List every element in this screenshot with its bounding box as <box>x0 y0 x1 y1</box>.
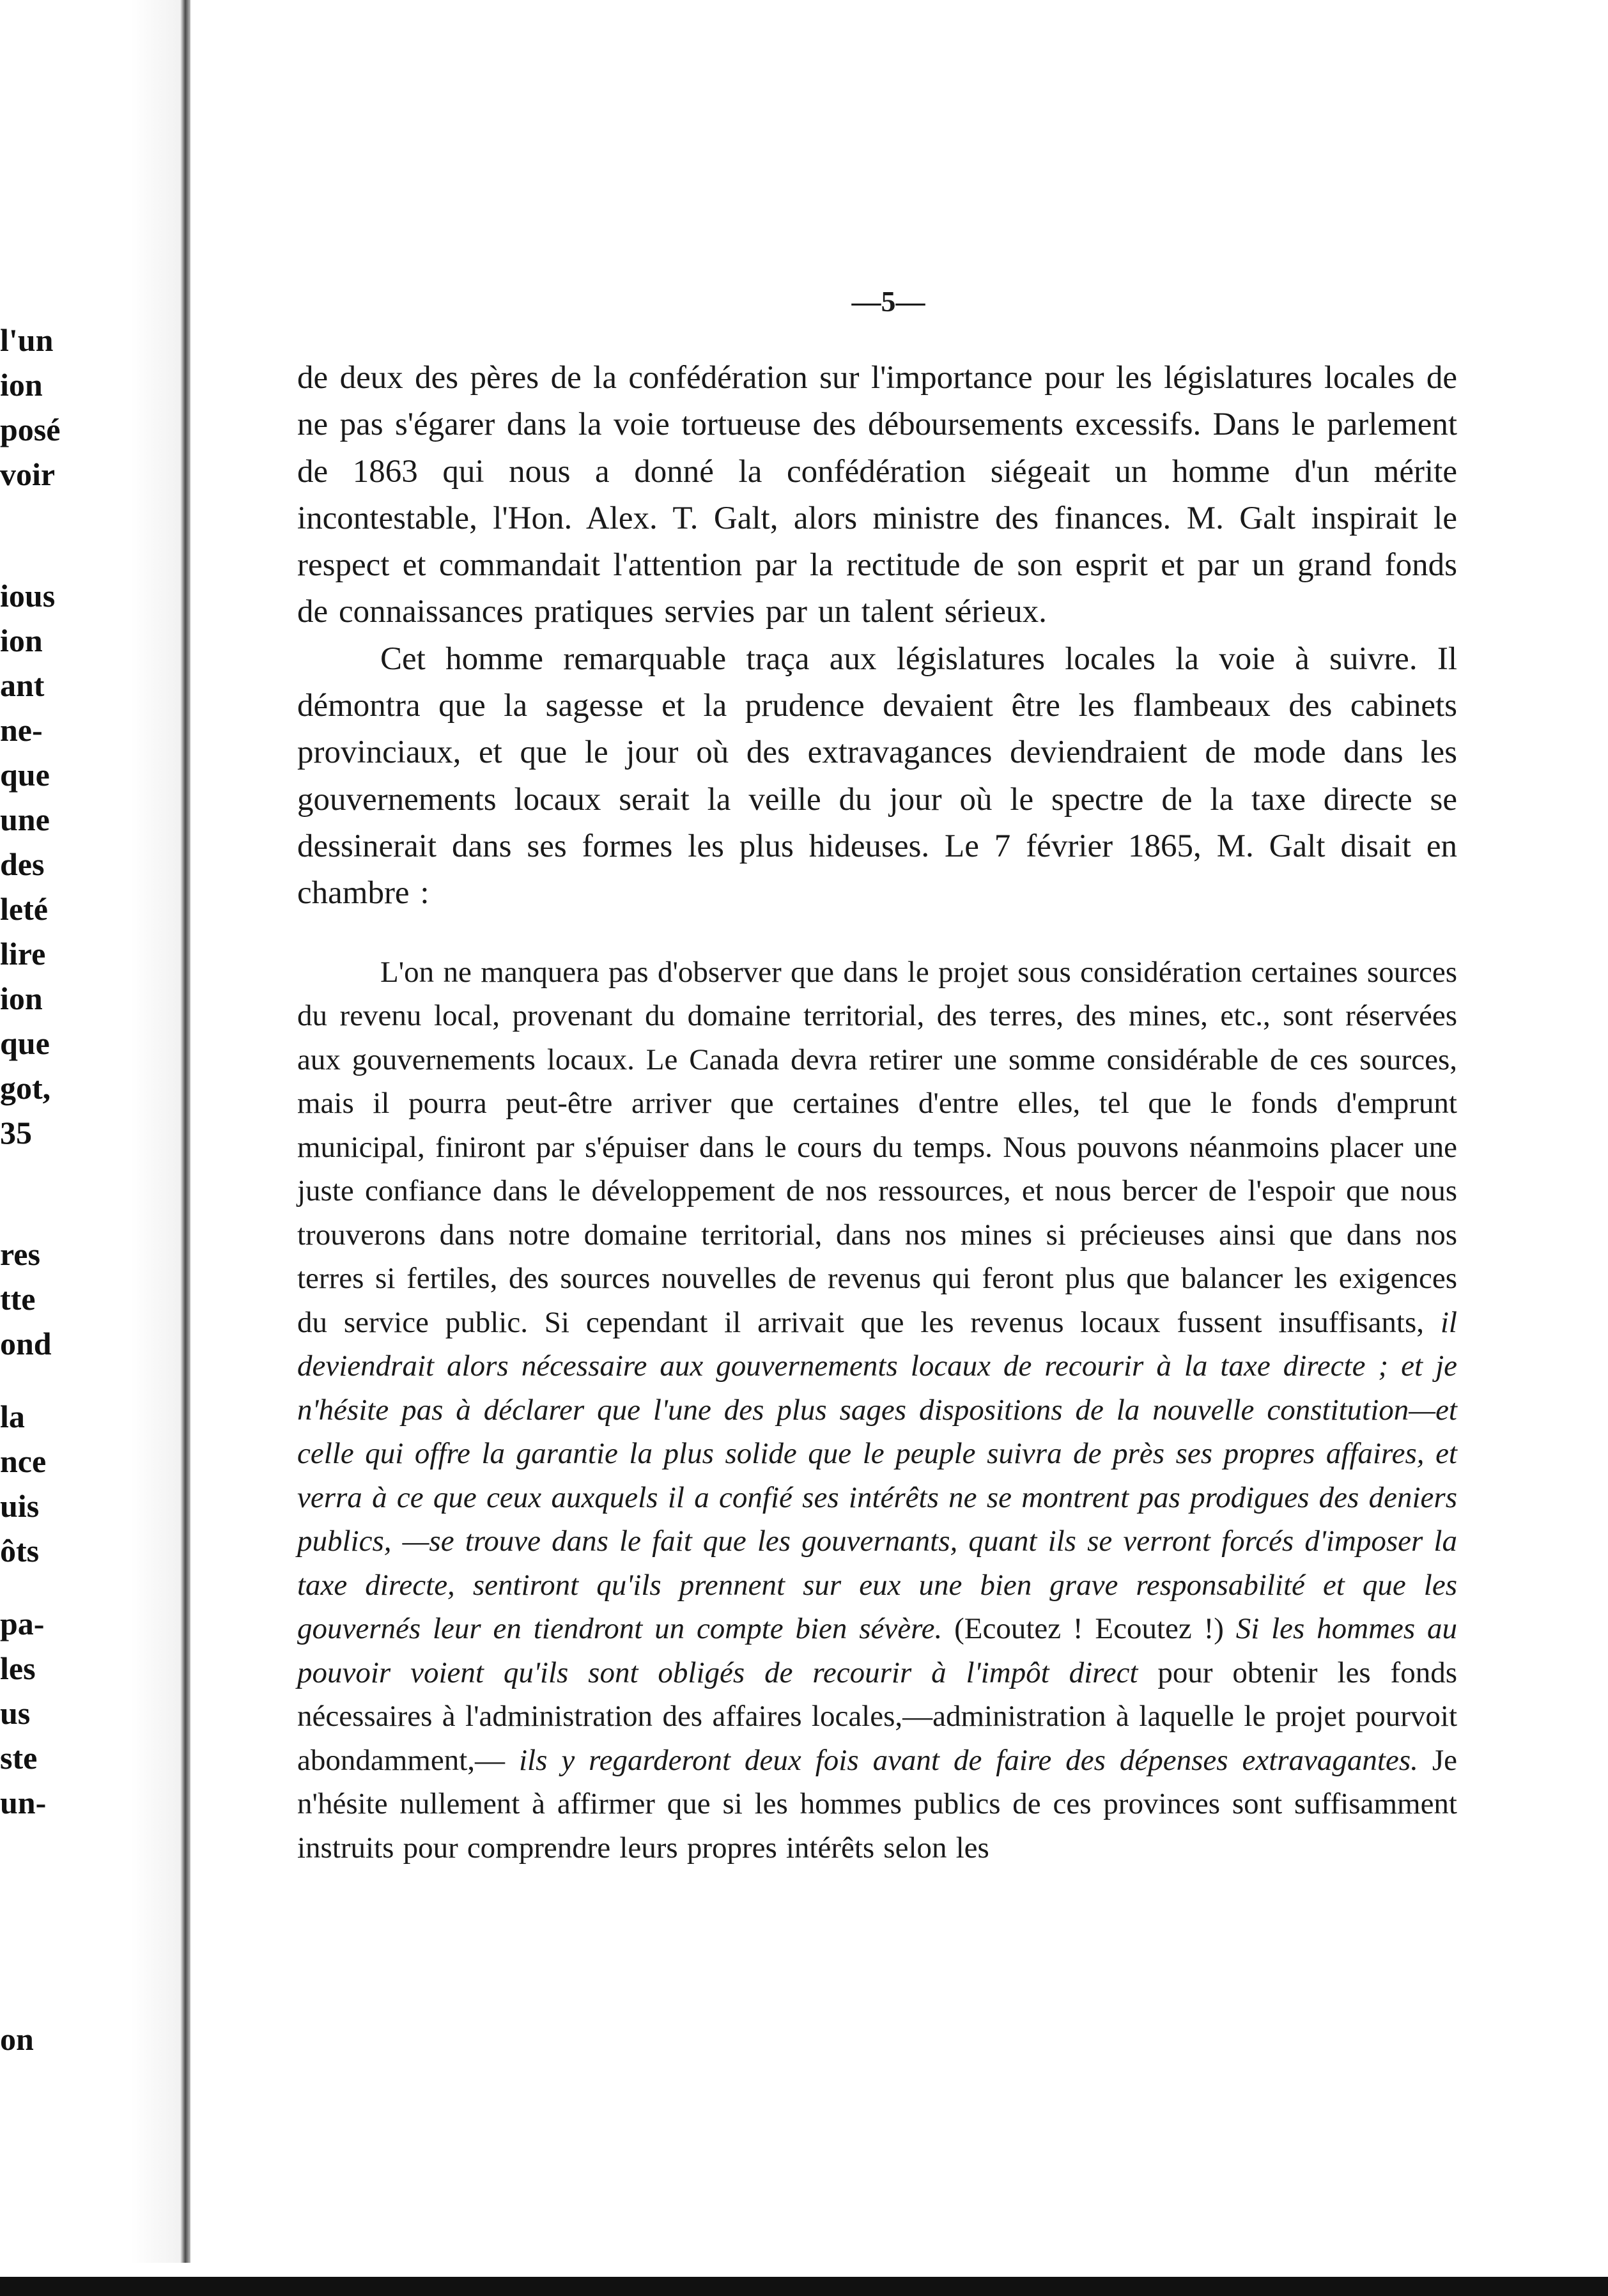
fragment-word: ious <box>0 578 56 614</box>
fragment-word: que <box>0 1025 50 1061</box>
fragment-word: us <box>0 1695 31 1731</box>
fragment-word: nce <box>0 1443 47 1479</box>
binding-shadow <box>131 0 181 2263</box>
quote-italic-text: il deviendrait alors nécessaire aux gouvernements locaux de recourir à la taxe directe ; et je n'hésite pas à déclarer que l'une des plus sages dispositions de la nouvelle constitution—et celle qui offre la garantie la plus solide que le peuple suivra de près ses propres affaires, et verra à ce que ceux auxquels il a confié ses intérêts ne se montrent pas prodigues des deniers publics, —se trouve dans le fait que les gouvernants, quant ils se verront forcés d'imposer la taxe directe, sentiront qu'ils prennent sur eux une bien grave responsabilité et que les gouvernés leur en tiendront un compte bien sévère. <box>297 1305 1457 1646</box>
fragment-spacer <box>0 1575 64 1603</box>
body-paragraph: Cet homme remarquable traça aux législatures locales la voie à suivre. Il démontra que la sagesse et la prudence devaient être les flambeaux des cabinets provinciaux, et que le jour où des extravagances deviendraient de mode dans les gouvernements locaux serait la veille du jour où le spectre de la taxe directe se dessinerait dans ses formes les plus hideuses. Le 7 février 1865, M. Galt disait en chambre : <box>297 640 1457 911</box>
page-body <box>297 355 1457 1870</box>
fragment-spacer <box>0 1157 64 1234</box>
fragment-word: les <box>0 1650 36 1686</box>
fragment-word: posé <box>0 412 61 447</box>
fragment-spacer <box>0 1827 64 2019</box>
quote-roman-text: (Ecoutez ! Ecoutez !) <box>942 1612 1236 1646</box>
fragment-word: 35 <box>0 1115 32 1151</box>
quote-italic-text: Si les hommes au pouvoir voient qu'ils sont obligés de recourir à l'impôt direct <box>297 1612 1457 1689</box>
fragment-word: leté <box>0 891 48 927</box>
fragment-word: ond <box>0 1326 52 1361</box>
block-quotation <box>297 950 1457 1870</box>
fragment-word: got, <box>0 1070 51 1106</box>
fragment-word: on <box>0 2021 34 2057</box>
binding-gutter <box>180 0 190 2263</box>
fragment-word: ion <box>0 367 43 403</box>
fragment-word: lire <box>0 936 46 972</box>
previous-page-fragment <box>0 320 64 2063</box>
scan-bottom-edge <box>0 2277 1608 2296</box>
page-number: —5— <box>851 285 925 318</box>
fragment-word: la <box>0 1399 25 1434</box>
quote-roman-text: pour obtenir les fonds nécessaires à l'administration des affaires locales,—administration à laquelle le projet pourvoit abondamment,— <box>297 1656 1457 1777</box>
fragment-spacer <box>0 499 64 575</box>
fragment-word: ne- <box>0 712 43 748</box>
quote-italic-text: ils y regarderont deux fois avant de faire des dépenses extravagantes. <box>518 1743 1418 1777</box>
fragment-word: l'un <box>0 322 54 358</box>
fragment-word: voir <box>0 456 56 492</box>
fragment-word: un- <box>0 1785 47 1820</box>
fragment-word: tte <box>0 1281 36 1317</box>
quote-roman-text: L'on ne manquera pas d'observer que dans le projet sous considération certaines sources du revenu local, provenant du domaine territorial, des terres, des mines, etc., sont réservées aux gouvernements locaux. Le Canada devra retirer une somme considérable de ces sources, mais il pourra peut-être arriver que certaines d'entre elles, tel que le fonds d'emprunt municipal, finiront par s'épuiser dans le cours du temps. Nous pouvons néanmoins placer une juste confiance dans le développement de nos ressources, et nous bercer de l'espoir que nous trouverons dans notre domaine territorial, dans nos mines si précieuses ainsi que dans nos terres si fertiles, des sources nouvelles de revenus qui feront plus que balancer les exigences du service public. Si cependant il arrivait que les revenus locaux fussent insuffisants, <box>297 955 1457 1339</box>
fragment-word: ant <box>0 667 45 703</box>
fragment-word: une <box>0 802 50 837</box>
fragment-word: que <box>0 757 50 793</box>
fragment-spacer <box>0 1368 64 1396</box>
fragment-word: ion <box>0 981 43 1016</box>
fragment-word: ste <box>0 1740 38 1776</box>
fragment-word: uis <box>0 1488 40 1524</box>
fragment-word: ion <box>0 623 43 658</box>
quote-roman-text: Je n'hésite nullement à affirmer que si les hommes publics de ces provinces sont suffisamment instruits pour comprendre leurs propres intérêts selon les <box>297 1743 1457 1865</box>
fragment-word: pa- <box>0 1606 45 1641</box>
fragment-word: res <box>0 1236 40 1272</box>
fragment-word: ôts <box>0 1533 40 1569</box>
body-paragraph: de deux des pères de la confédération sur l'importance pour les législatures locales de ne pas s'égarer dans la voie tortueuse des déboursements excessifs. Dans le parlement de 1863 qui nous a donné la confédération siégeait un homme d'un mérite incontestable, l'Hon. Alex. T. Galt, alors ministre des finances. M. Galt inspirait le respect et commandait l'attention par la rectitude de son esprit et par un grand fonds de connaissances pratiques servies par un talent sérieux. <box>297 360 1457 630</box>
fragment-word: des <box>0 846 45 882</box>
